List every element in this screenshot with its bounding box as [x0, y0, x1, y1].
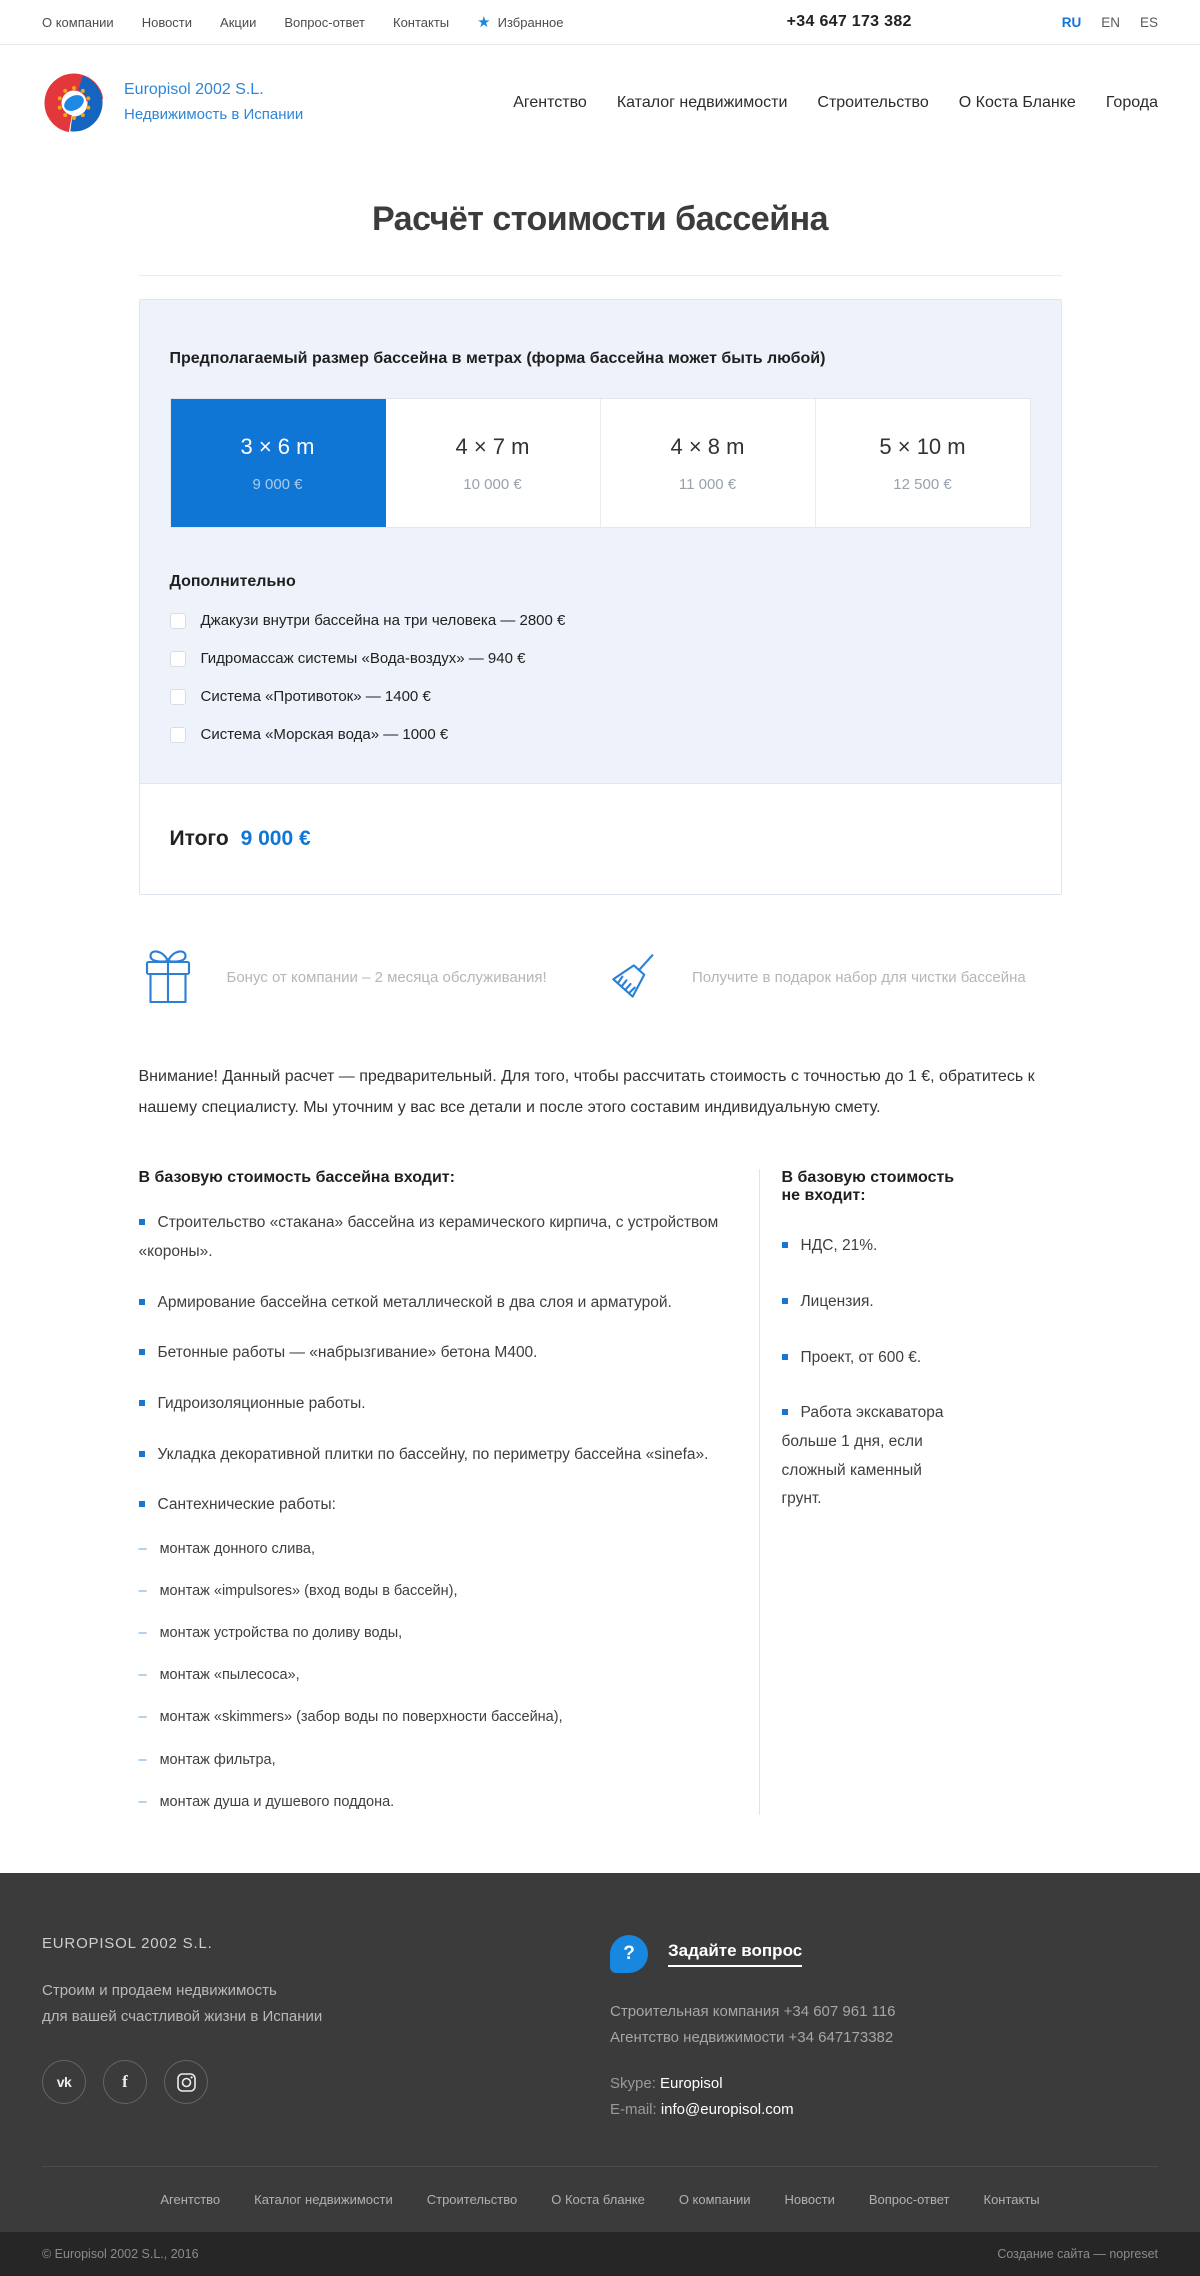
extras-label: Дополнительно	[169, 573, 296, 590]
list-item: Работа экскаватора больше 1 дня, если сложный каменный грунт.	[782, 1399, 964, 1514]
topbar-link-news[interactable]: Новости	[141, 14, 193, 30]
list-item: Сантехнические работы:	[139, 1491, 735, 1520]
footer-nav-about[interactable]: О компании	[678, 2191, 751, 2207]
included-title: В базовую стоимость бассейна входит:	[138, 1169, 455, 1187]
broom-icon	[600, 945, 662, 1009]
topbar-phone[interactable]: +34 647 173 382	[786, 13, 912, 30]
sublist-item: – монтаж «impulsores» (вход воды в бассейн),	[139, 1578, 735, 1604]
extra-label: Система «Противоток» — 1400 €	[200, 688, 431, 705]
extra-label: Система «Морская вода» — 1000 €	[200, 726, 449, 743]
footer-nav-construction[interactable]: Строительство	[426, 2191, 518, 2207]
footer-company-block	[42, 1935, 610, 2124]
pool-calculator	[139, 299, 1062, 895]
nav-costa-blanca[interactable]: О Коста Бланке	[958, 93, 1076, 111]
size-value: 4 × 8 m	[670, 433, 745, 459]
bonus-text: Получите в подарок набор для чистки бассейна	[692, 968, 1026, 986]
size-value: 5 × 10 m	[879, 433, 966, 459]
main-nav	[513, 94, 1158, 112]
footer-contacts-block	[610, 1935, 1158, 2124]
list-item: Гидроизоляционные работы.	[139, 1390, 735, 1419]
extra-option-jacuzzi[interactable]	[170, 612, 1031, 629]
sublist-item: – монтаж душа и душевого поддона.	[139, 1789, 735, 1815]
bonus-service	[139, 945, 601, 1009]
logo-icon	[42, 70, 106, 136]
topbar-link-faq[interactable]: Вопрос-ответ	[284, 14, 365, 30]
footer	[0, 1873, 1200, 2276]
nav-cities[interactable]: Города	[1105, 93, 1158, 111]
email-label: E-mail:	[610, 2101, 657, 2119]
footer-company: EUROPISOL 2002 S.L.	[42, 1934, 213, 1952]
email-value[interactable]: info@europisol.com	[660, 2101, 794, 2119]
skype-value[interactable]: Europisol	[660, 2075, 723, 2093]
skype-label: Skype:	[610, 2075, 656, 2093]
footer-nav	[42, 2166, 1158, 2232]
list-item: НДС, 21%.	[782, 1232, 964, 1261]
extra-option-seawater[interactable]	[170, 726, 1031, 743]
total-row	[140, 783, 1061, 894]
copyright: © Europisol 2002 S.L., 2016	[42, 2246, 199, 2261]
footer-tagline-2: для вашей счастливой жизни в Испании	[42, 2007, 323, 2025]
sublist-item: – монтаж фильтра,	[139, 1747, 735, 1773]
sublist-item: – монтаж «skimmers» (забор воды по поверхности бассейна),	[139, 1704, 735, 1730]
list-item: Проект, от 600 €.	[782, 1344, 964, 1373]
excluded-column	[759, 1169, 964, 1814]
list-item: Строительство «стакана» бассейна из керамического кирпича, с устройством «короны».	[139, 1209, 735, 1266]
lang-es[interactable]: ES	[1139, 14, 1158, 30]
footer-phone-agency[interactable]: Агентство недвижимости +34 647173382	[610, 2028, 894, 2046]
bonus-row	[139, 945, 1062, 1009]
logo[interactable]	[42, 70, 303, 136]
checkbox[interactable]	[170, 651, 186, 667]
site-credit[interactable]: Создание сайта — nopreset	[997, 2246, 1158, 2261]
checkbox[interactable]	[170, 613, 186, 629]
vk-icon[interactable]: vk	[42, 2060, 86, 2104]
topbar-link-about[interactable]: О компании	[42, 14, 114, 30]
topbar	[0, 0, 1200, 45]
size-price: 12 500 €	[893, 475, 952, 493]
footer-nav-news[interactable]: Новости	[784, 2191, 835, 2207]
logo-subtitle: Недвижимость в Испании	[124, 106, 304, 124]
size-price: 10 000 €	[463, 475, 522, 493]
logo-title: Europisol 2002 S.L.	[124, 80, 264, 98]
size-price: 11 000 €	[678, 475, 737, 493]
header	[0, 45, 1200, 160]
topbar-link-contacts[interactable]: Контакты	[393, 14, 450, 30]
footer-nav-contacts[interactable]: Контакты	[983, 2191, 1040, 2207]
size-option-5x10[interactable]	[816, 399, 1030, 527]
topbar-link-promos[interactable]: Акции	[220, 14, 257, 30]
footer-nav-catalog[interactable]: Каталог недвижимости	[254, 2191, 393, 2207]
extra-label: Джакузи внутри бассейна на три человека — 2800 €	[200, 612, 566, 629]
total-label: Итого	[169, 827, 229, 850]
favorites-label: Избранное	[497, 14, 564, 30]
facebook-icon[interactable]: f	[103, 2060, 147, 2104]
sublist-item: – монтаж донного слива,	[139, 1536, 735, 1562]
title-divider	[139, 275, 1062, 276]
footer-bottom-bar	[0, 2232, 1200, 2276]
nav-catalog[interactable]: Каталог недвижимости	[616, 93, 788, 111]
extra-option-hydromassage[interactable]	[170, 650, 1031, 667]
checkbox[interactable]	[170, 689, 186, 705]
size-price: 9 000 €	[252, 475, 303, 493]
size-option-3x6[interactable]	[171, 399, 386, 527]
size-option-4x8[interactable]	[601, 399, 816, 527]
footer-phone-construction[interactable]: Строительная компания +34 607 961 116	[610, 2002, 896, 2020]
nav-agency[interactable]: Агентство	[513, 93, 587, 111]
page-title: Расчёт стоимости бассейна	[371, 200, 829, 238]
size-options	[170, 398, 1031, 528]
footer-nav-agency[interactable]: Агентство	[160, 2191, 221, 2207]
lang-en[interactable]: EN	[1101, 14, 1120, 30]
preliminary-notice: Внимание! Данный расчет — предварительный. Для того, чтобы рассчитать стоимость с точностью до 1 €, обратитесь к нашему специалисту. Мы уточним у вас все детали и после этого составим индивидуальную смету.	[138, 1068, 1035, 1117]
list-item: Укладка декоративной плитки по бассейну, по периметру бассейна «sinefa».	[139, 1441, 735, 1470]
footer-nav-faq[interactable]: Вопрос-ответ	[868, 2191, 950, 2207]
size-value: 3 × 6 m	[240, 433, 315, 459]
list-item: Бетонные работы — «набрызгивание» бетона М400.	[139, 1339, 735, 1368]
favorites-link[interactable]	[477, 15, 563, 30]
included-column	[139, 1169, 735, 1814]
total-value: 9 000 €	[240, 827, 311, 850]
star-icon: ★	[477, 13, 491, 31]
lang-ru[interactable]: RU	[1061, 14, 1082, 30]
size-select-label: Предполагаемый размер бассейна в метрах (форма бассейна может быть любой)	[169, 350, 826, 367]
extra-label: Гидромассаж системы «Вода-воздух» — 940 €	[200, 650, 526, 667]
instagram-icon[interactable]	[164, 2060, 208, 2104]
list-item: Армирование бассейна сеткой металлической в два слоя и арматурой.	[139, 1289, 735, 1318]
sublist-item: – монтаж устройства по доливу воды,	[139, 1620, 735, 1646]
bonus-text: Бонус от компании – 2 месяца обслуживания!	[226, 968, 547, 986]
nav-construction[interactable]: Строительство	[817, 93, 929, 111]
size-option-4x7[interactable]	[386, 399, 601, 527]
question-icon: ?	[610, 1935, 648, 1973]
extra-option-counterflow[interactable]	[170, 688, 1031, 705]
bonus-cleaning-kit	[600, 945, 1062, 1009]
size-value: 4 × 7 m	[455, 433, 530, 459]
footer-tagline-1: Строим и продаем недвижимость	[42, 1981, 277, 1999]
list-item: Лицензия.	[782, 1288, 964, 1317]
sublist-item: – монтаж «пылесоса»,	[139, 1662, 735, 1688]
gift-icon	[139, 946, 197, 1008]
checkbox[interactable]	[170, 727, 186, 743]
footer-nav-costa-blanca[interactable]: О Коста бланке	[551, 2191, 645, 2207]
ask-question-link[interactable]: Задайте вопрос	[668, 1941, 802, 1967]
excluded-title: В базовую стоимость не входит:	[781, 1169, 955, 1205]
social-links	[42, 2060, 610, 2104]
base-price-columns	[139, 1169, 1062, 1872]
